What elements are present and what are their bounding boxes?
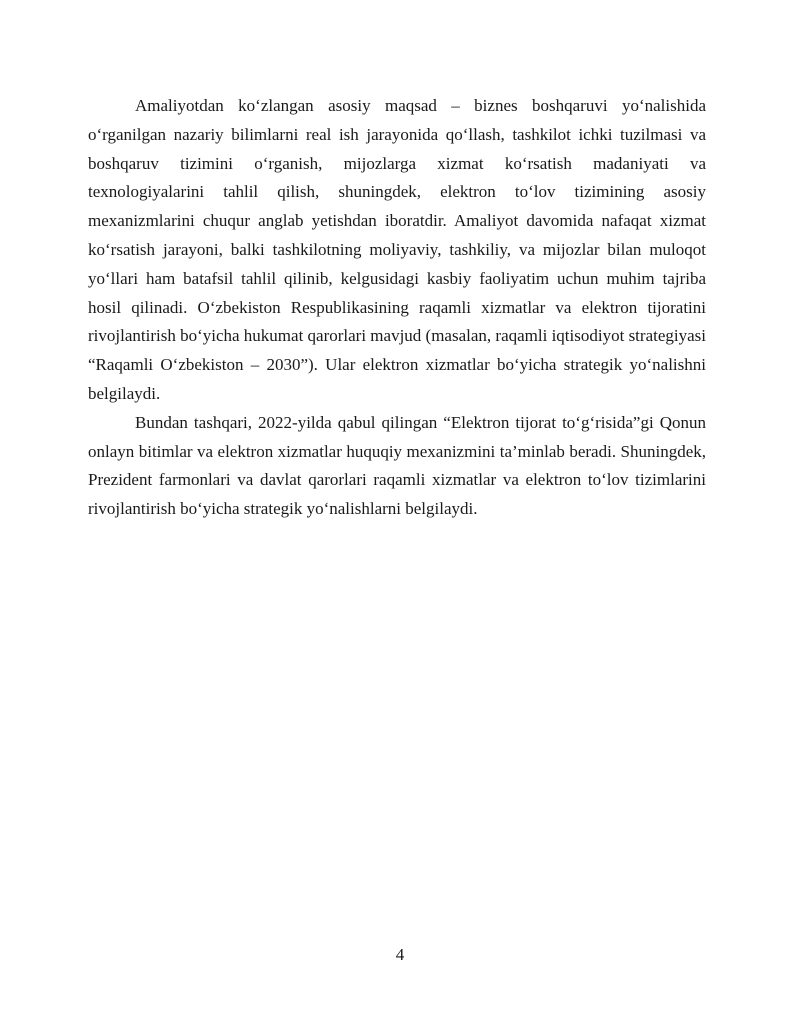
body-text bbox=[88, 92, 706, 524]
paragraph-1: Amaliyotdan ko‘zlangan asosiy maqsad – biznes boshqaruvi yo‘nalishida o‘rganilgan nazariy bilimlarni real ish jarayonida qo‘llash, tashkilot ichki tuzilmasi va boshqaruv tizimini o‘rganish, mijozlarga xizmat ko‘rsatish madaniyati va texnologiyalarini tahlil qilish, shuningdek, elektron to‘lov tizimining asosiy mexanizmlarini chuqur anglab yetishdan iboratdir. Amaliyot davomida nafaqat xizmat ko‘rsatish jarayoni, balki tashkilotning moliyaviy, tashkiliy, va mijozlar bilan muloqot yo‘llari ham batafsil tahlil qilinib, kelgusidagi kasbiy faoliyatim uchun muhim tajriba hosil qilinadi. O‘zbekiston Respublikasining raqamli xizmatlar va elektron tijoratini rivojlantirish bo‘yicha hukumat qarorlari mavjud (masalan, raqamli iqtisodiyot strategiyasi “Raqamli O‘zbekiston – 2030”). Ular elektron xizmatlar bo‘yicha strategik yo‘nalishni belgilaydi. bbox=[88, 96, 706, 403]
paragraph-2: Bundan tashqari, 2022-yilda qabul qilingan “Elektron tijorat to‘g‘risida”gi Qonun onlayn bitimlar va elektron xizmatlar huquqiy mexanizmini ta’minlab beradi. Shuningdek, Prezident farmonlari va davlat qarorlari raqamli xizmatlar va elektron to‘lov tizimlarini rivojlantirish bo‘yicha strategik yo‘nalishlarni belgilaydi. bbox=[88, 412, 706, 519]
page-number: 4 bbox=[395, 945, 405, 964]
